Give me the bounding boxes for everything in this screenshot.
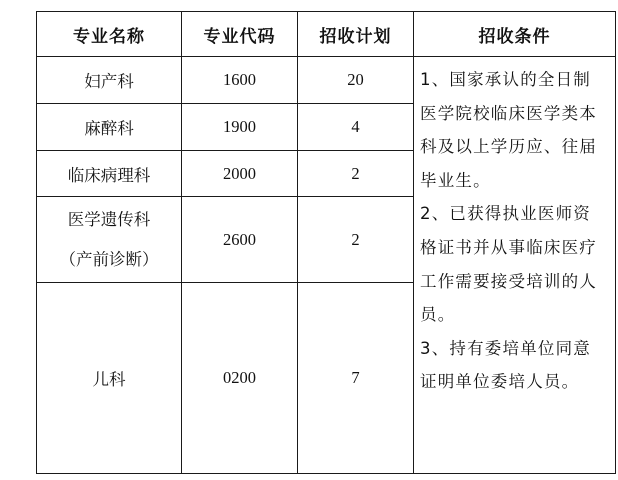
enrollment-plan: 2 [298,151,414,197]
table-row [37,57,616,104]
enrollment-plan: 2 [298,197,414,283]
enrollment-plan: 4 [298,104,414,151]
condition-2: 2、已获得执业医师资格证书并从事临床医疗工作需要接受培训的人员。 [420,204,597,325]
enrollment-conditions [414,57,616,474]
table-header-row [37,12,616,57]
header-enrollment-conditions: 招收条件 [414,12,616,57]
major-name [37,197,182,283]
enrollment-plan: 7 [298,283,414,474]
admissions-table [36,11,616,474]
major-name: 麻醉科 [37,104,182,151]
header-enrollment-plan: 招收计划 [298,12,414,57]
major-code: 2600 [182,197,298,283]
header-major-code: 专业代码 [182,12,298,57]
major-name-line-1: 医学遗传科 [67,209,151,229]
major-name: 儿科 [37,283,182,474]
major-code: 1600 [182,57,298,104]
condition-3: 3、持有委培单位同意证明单位委培人员。 [420,338,591,392]
major-code: 0200 [182,283,298,474]
major-name: 临床病理科 [37,151,182,197]
major-code: 1900 [182,104,298,151]
condition-1: 1、国家承认的全日制医学院校临床医学类本科及以上学历应、往届毕业生。 [420,70,597,190]
major-name: 妇产科 [37,57,182,104]
major-name-line-2: （产前诊断） [59,249,159,269]
major-code: 2000 [182,151,298,197]
header-major-name: 专业名称 [37,12,182,57]
enrollment-plan: 20 [298,57,414,104]
